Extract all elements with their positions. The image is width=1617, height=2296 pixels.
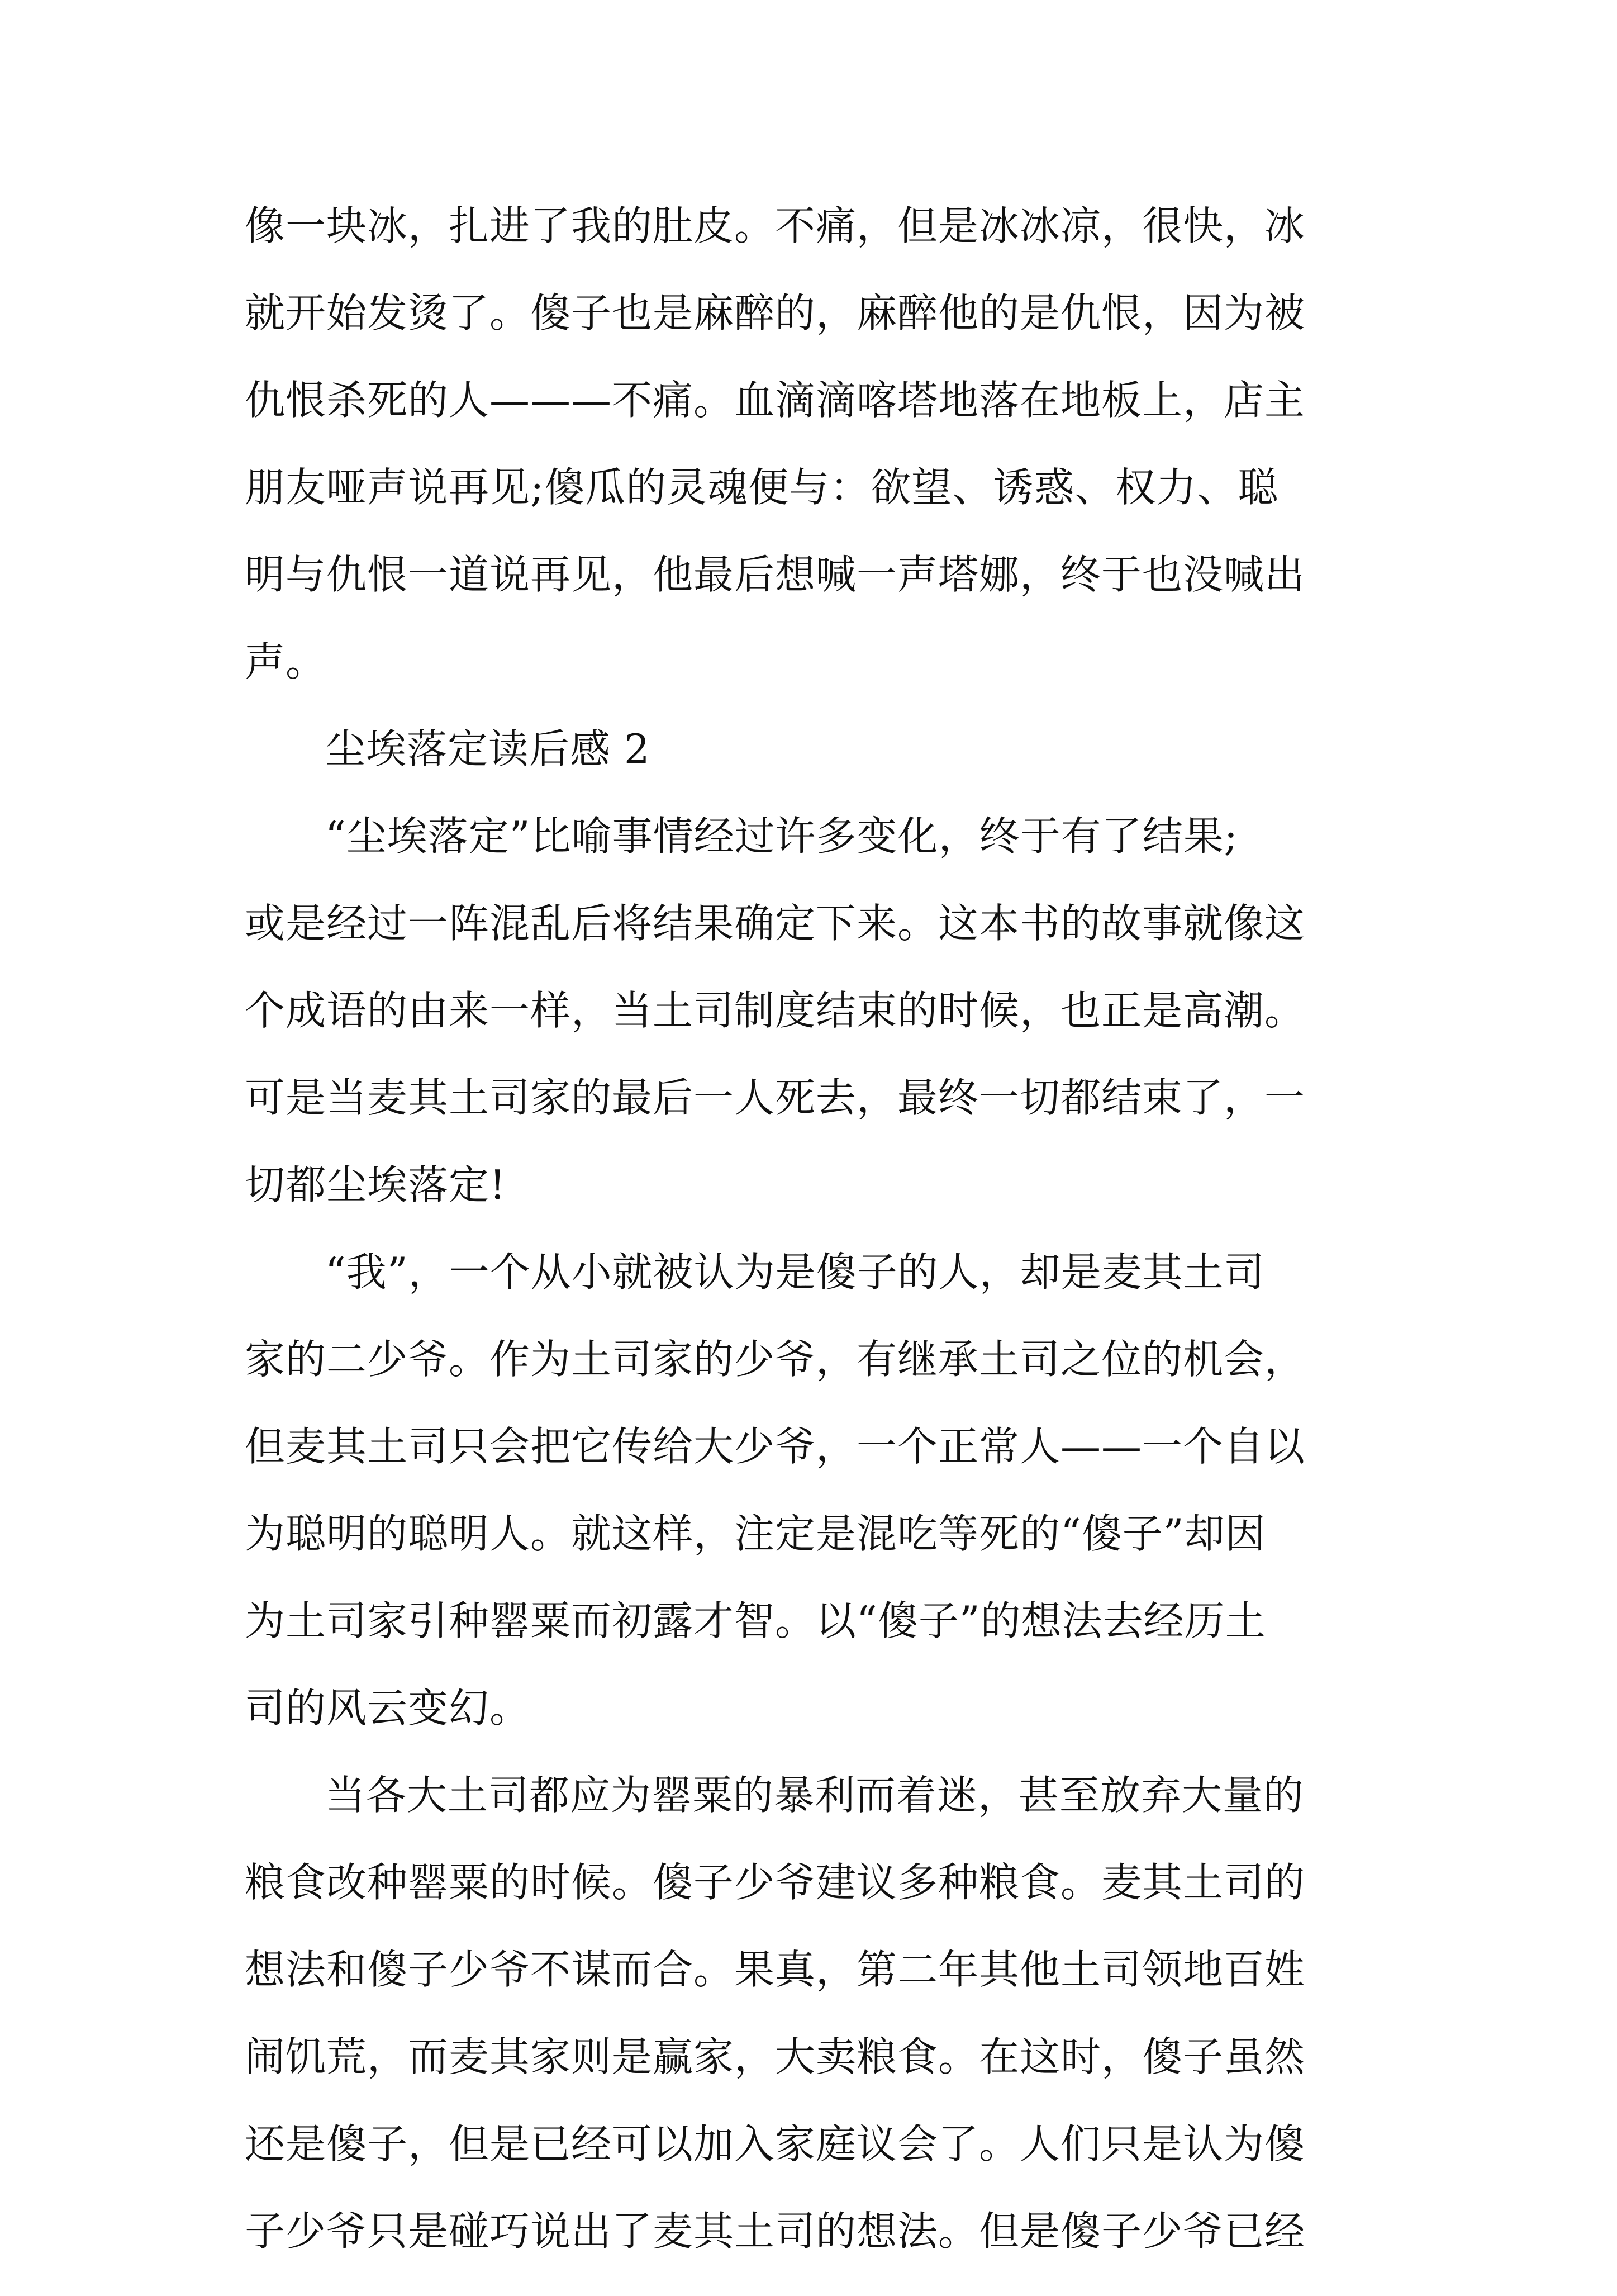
text-line: 就开始发烫了。傻子也是麻醉的，麻醉他的是仇恨，因为被	[245, 290, 1306, 336]
text-line: 仇恨杀死的人———不痛。血滴滴喀塔地落在地板上，店主	[245, 377, 1306, 424]
body-text	[245, 203, 1385, 2296]
text-line: 可是当麦其土司家的最后一人死去，最终一切都结束了，一	[245, 1074, 1306, 1121]
text-line: 子少爷只是碰巧说出了麦其土司的想法。但是傻子少爷已经	[245, 2208, 1306, 2255]
text-line: 想法和傻子少爷不谋而合。果真，第二年其他土司领地百姓	[245, 1946, 1306, 1993]
text-line: 粮食改种罂粟的时候。傻子少爷建议多种粮食。麦其土司的	[245, 1859, 1306, 1906]
text-line: 但麦其土司只会把它传给大少爷，一个正常人——一个自以	[245, 1423, 1306, 1470]
text-line: 朋友哑声说再见;傻瓜的灵魂便与：欲望、诱惑、权力、聪	[245, 464, 1279, 511]
text-line: 声。	[245, 638, 327, 685]
text-line: 为聪明的聪明人。就这样，注定是混吃等死的“傻子”却因	[245, 1510, 1266, 1557]
text-line: 个成语的由来一样，当土司制度结束的时候，也正是高潮。	[245, 987, 1306, 1034]
paragraph-first-line: 当各大土司都应为罂粟的暴利而着迷，甚至放弃大量的	[325, 1772, 1305, 1819]
text-line: 为土司家引种罂粟而初露才智。以“傻子”的想法去经历土	[245, 1597, 1266, 1644]
paragraph-first-line: “我”，一个从小就被认为是傻子的人，却是麦其土司	[325, 1249, 1265, 1296]
text-line: 还是傻子，但是已经可以加入家庭议会了。人们只是认为傻	[245, 2121, 1306, 2167]
text-line: 闹饥荒，而麦其家则是赢家，大卖粮食。在这时，傻子虽然	[245, 2033, 1306, 2080]
section-heading: 尘埃落定读后感 2	[325, 725, 650, 772]
text-line: 家的二少爷。作为土司家的少爷，有继承土司之位的机会，	[245, 1336, 1306, 1383]
text-line: 像一块冰，扎进了我的肚皮。不痛，但是冰冰凉，很快，冰	[245, 202, 1306, 249]
text-line: 切都尘埃落定!	[245, 1161, 506, 1208]
text-line: 明与仇恨一道说再见，他最后想喊一声塔娜，终于也没喊出	[245, 551, 1306, 598]
paragraph-first-line: “尘埃落定”比喻事情经过许多变化，终于有了结果;	[325, 813, 1238, 860]
text-line: 或是经过一阵混乱后将结果确定下来。这本书的故事就像这	[245, 900, 1306, 947]
text-line: 司的风云变幻。	[245, 1685, 531, 1732]
